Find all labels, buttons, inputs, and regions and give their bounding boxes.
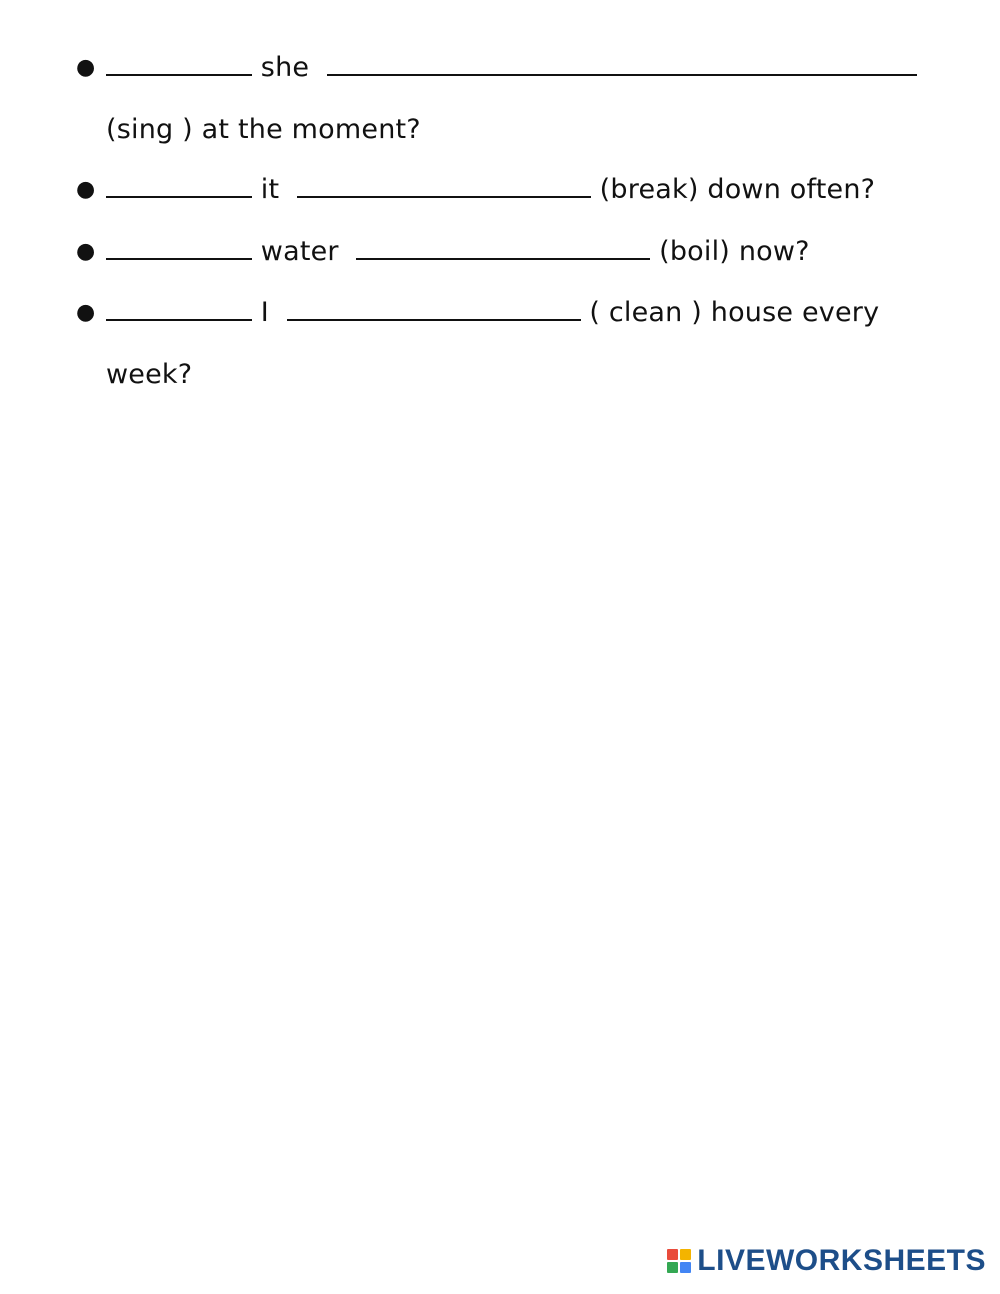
auxiliary-blank[interactable] [106,238,252,260]
exercise-item-1 [76,37,936,161]
line-1 [106,37,936,99]
auxiliary-blank[interactable] [106,176,252,198]
auxiliary-blank[interactable] [106,54,252,76]
logo-cell [667,1262,678,1273]
logo-cell [680,1262,691,1273]
line-1 [106,159,936,221]
line-1 [106,282,936,344]
bullet: ● [76,177,96,202]
subject-text: water [260,236,339,267]
liveworksheets-brand [667,1244,986,1278]
liveworksheets-logo-icon [667,1249,691,1273]
bullet: ● [76,300,96,325]
logo-cell [680,1249,691,1260]
prompt-text: (boil) now? [659,236,810,267]
verb-blank[interactable] [297,176,591,198]
line-1 [106,221,936,283]
line-2: (sing ) at the moment? [106,114,421,145]
verb-blank[interactable] [287,299,581,321]
verb-blank[interactable] [356,238,650,260]
exercise-item-4 [76,282,936,406]
prompt-text: (break) down often? [599,174,876,205]
brand-name: LIVEWORKSHEETS [697,1244,986,1277]
verb-blank[interactable] [327,54,917,76]
exercise-item-2 [76,159,936,221]
subject-text: I [260,297,269,328]
bullet: ● [76,239,96,264]
prompt-text: ( clean ) house every [589,297,880,328]
subject-text: it [260,174,280,205]
auxiliary-blank[interactable] [106,299,252,321]
exercise-item-3 [76,221,936,283]
line-2: week? [106,359,193,390]
bullet: ● [76,55,96,80]
logo-cell [667,1249,678,1260]
subject-text: she [260,52,310,83]
